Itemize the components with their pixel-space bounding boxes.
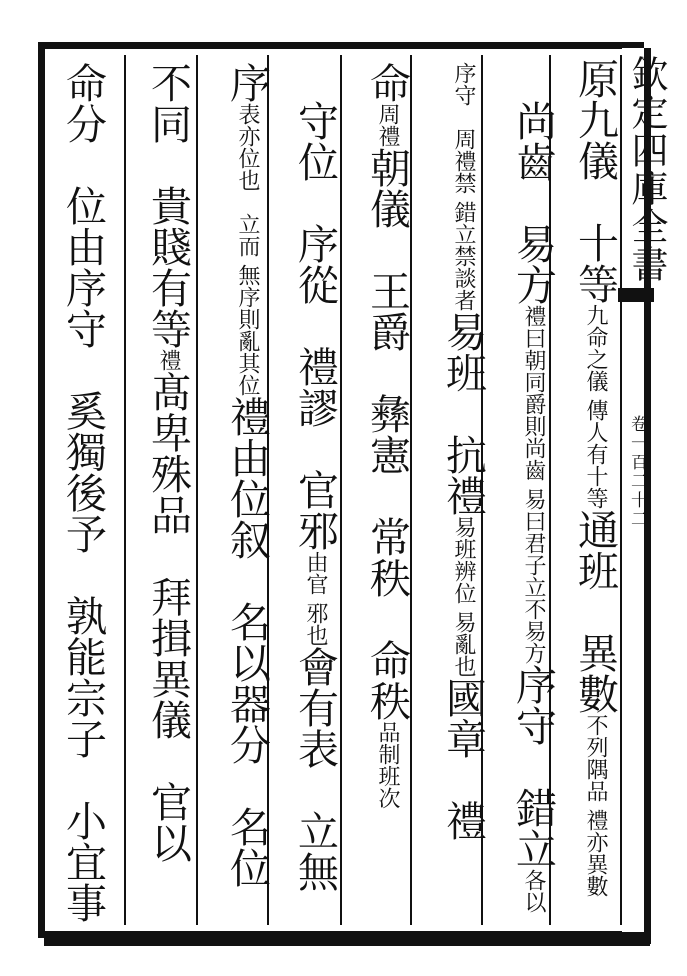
page-border-shadow-bottom	[44, 936, 650, 946]
main-text: 尚齒 易方	[509, 100, 557, 305]
column-rule	[620, 55, 622, 925]
main-text: 序	[223, 62, 271, 103]
annotation: 九命之儀 傳人有十等	[583, 304, 608, 509]
main-text: 命	[363, 62, 411, 103]
column-rule	[124, 55, 126, 925]
main-text: 通班 異數	[571, 509, 619, 714]
main-text: 髙卑殊品 拜揖異儀 官以	[144, 371, 192, 863]
main-text: 禮由位叙 名以器分 名位	[223, 396, 271, 888]
main-text: 不同 貴賤有等	[144, 62, 192, 349]
annotation: 由官 邪也	[303, 551, 328, 646]
text-column-6	[202, 62, 270, 888]
annotation: 易班辨位 易亂也	[451, 516, 476, 677]
text-column-7	[131, 62, 191, 863]
main-text: 朝儀 王爵 彝憲 常秩 命秩	[363, 147, 411, 721]
main-text: 國章 禮	[439, 677, 487, 841]
text-column-5	[274, 100, 338, 892]
main-text: 序守 錯立	[509, 664, 557, 869]
text-column-1	[556, 58, 618, 897]
text-column-8	[60, 62, 106, 923]
column-rule	[196, 55, 198, 925]
text-column-3	[414, 62, 486, 841]
annotation: 不列隅品 禮亦異數	[583, 714, 608, 897]
book-title: 欽定四庫全書	[625, 55, 668, 283]
text-column-4	[344, 62, 410, 809]
main-text: 會有表 立無	[291, 646, 339, 892]
main-text: 原九儀 十等	[571, 58, 619, 304]
main-text: 命分 位由序守 奚獨後予 孰能宗子 小宜事	[59, 62, 107, 923]
annotation: 禮曰朝同爵則尚齒 易曰君子立不易方	[521, 305, 546, 664]
main-text: 易班 抗禮	[439, 311, 487, 516]
text-column-2	[486, 100, 556, 913]
annotation: 各以	[521, 869, 546, 913]
main-text: 守位 序從 禮謬 官邪	[291, 100, 339, 551]
volume-label: 卷一百二十二	[627, 415, 647, 529]
annotation: 序守 周禮禁 錯立禁談者	[451, 62, 476, 311]
annotation: 表亦位也 立而 無序則亂其位	[235, 103, 260, 396]
column-rule	[340, 55, 342, 925]
fish-tail-mark	[618, 288, 654, 302]
annotation: 禮	[156, 349, 181, 371]
annotation: 周禮	[375, 103, 400, 147]
annotation: 品制班次	[375, 721, 400, 809]
